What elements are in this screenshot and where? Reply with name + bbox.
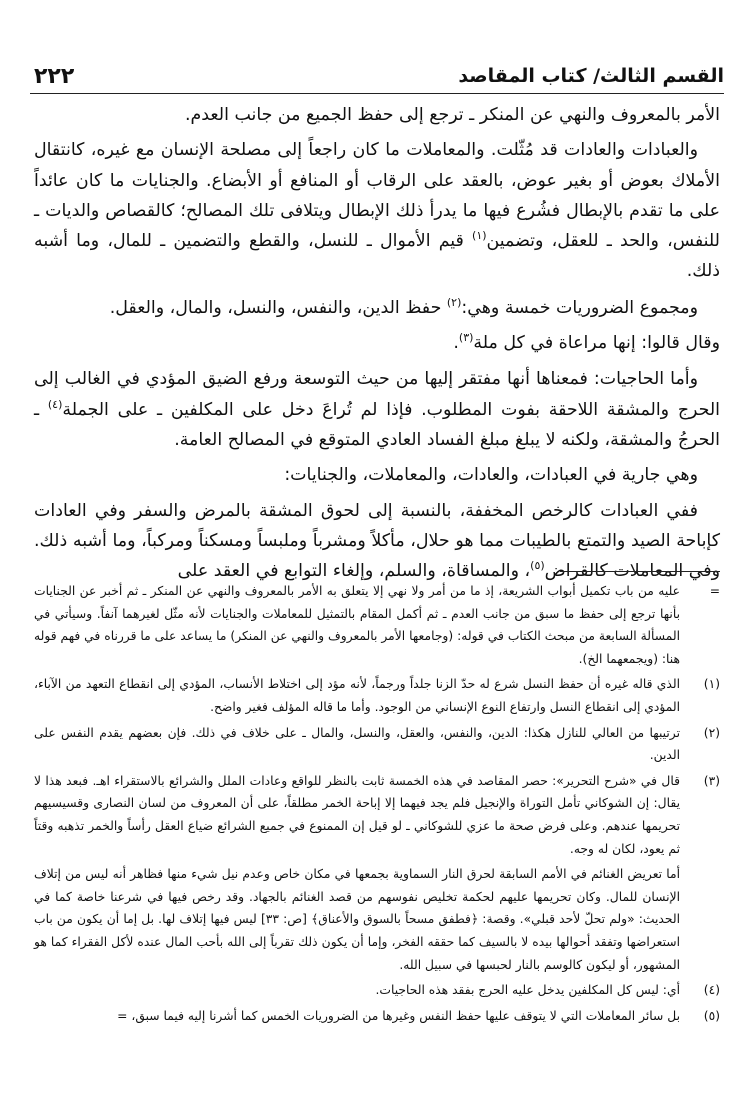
footnote-2 xyxy=(34,722,720,767)
footnote-ref-5[interactable]: (٥) xyxy=(530,559,545,573)
paragraph-5: وأما الحاجيات: فمعناها أنها مفتقر إليها من حيث التوسعة ورفع الضيق المؤدي في الغالب إلى الحرج والمشقة اللاحقة بفوت المطلوب. فإذا لم تُراعَ دخل على المكلفين ـ على الجملة$^{(٤)}$ ـ الحرجُ والمشقة، ولكنه لا يبلغ مبلغ الفساد العادي المتوقع في المصالح العامة. xyxy=(34,369,721,450)
page-number: ٢٢٢ xyxy=(34,64,75,89)
footnote-ref-2[interactable]: (٢) xyxy=(446,295,462,309)
footnote-number: (٣) xyxy=(703,773,720,788)
paragraph-7: ففي العبادات كالرخص المخففة، بالنسبة إلى لحوق المشقة بالمرض والسفر وفي العادات كإباحة الصيد والتمتع بالطيبات مما هو حلال، مأكلاً ومشرباً وملبساً ومسكناً ومركباً، وما أشبه ذلك. وفي المعاملات كالقراض$^{(٥)}$، والمساقاة، والسلم، وإلغاء التوابع في العقد على xyxy=(34,500,720,582)
footnote-ref-4[interactable]: (٤) xyxy=(47,397,63,411)
footnote-number: (٢) xyxy=(703,725,720,740)
footnote-text: أما تعريض الغنائم في الأمم السابقة لحرق النار السماوية بجمعها في مكان خاص وعدم نيل شيء منها فظاهر أنه ليس من إتلاف الإنسان للمال. وكان تحريمها عليهم لحكمة تخليص نفوسهم من قصد الغنائم بالجهاد. وقد رخص فيها في شرعنا خاصة كما في الحديث: «ولم تحلّ لأحد قبلي». وقصة: ﴿فطفق مسحاً بالسوق والأعناق﴾ [ص: ٣٣] ليس فيها إتلاف لها. بل إما أن يكون من باب استعراضها وتفقد أحوالها بيده لا بالسيف كما حققه الفخر، وإما أن يكون ذلك تقرباً إلى الله بأحب المال عنده لأكل الفقراء كما هو المشهور، أو ليكون كالوسم بالنار لحبسها في سبيل الله. xyxy=(34,867,680,972)
paragraph-2: والعبادات والعادات قد مُثّلت. والمعاملات ما كان راجعاً إلى مصلحة الإنسان مع غيره، كانتقال الأملاك بعوض أو بغير عوض، بالعقد على الرقاب أو المنافع أو الأبضاع. والجنايات ما كان عائداً على ما تقدم بالإبطال فشُرع فيها ما يدرأ ذلك الإبطال ويتلافى تلك المصالح؛ كالقصاص والديات ـ للنفس، والحد ـ للعقل، وتضمين$^{(١)}$ قيم الأموال ـ للنسل، والقطع والتضمين ـ للمال، وما أشبه ذلك. xyxy=(34,140,720,282)
footnote-number: (٥) xyxy=(703,1008,720,1023)
paragraph-6: وهي جارية في العبادات، والعادات، والمعاملات، والجنايات: xyxy=(284,465,698,486)
footnote-text: قال في «شرح التحرير»: حصر المقاصد في هذه الخمسة ثابت بالنظر للواقع وعادات الملل والشرائع بالاستقراء اهـ. فبعد هذا لا يقال: إن الشوكاني تأمل التوراة والإنجيل فلم يجد فيهما إلا إباحة الخمر مطلقاً، على أن المعروف من لسان النصارى وقسيسيهم تحريمها عندهم. وعلى فرض صحة ما عزي للشوكاني ـ لو قيل إن الممنوع في جميع الشرائع ضياع العقل رأساً والخمر تذهبه وقتاً ثم يعود، لكان له وجه. xyxy=(34,773,680,856)
footnote-number: (٤) xyxy=(703,983,720,998)
footnote-separator xyxy=(560,571,720,572)
footnote-text: بل سائر المعاملات التي لا يتوقف عليها حفظ النفس وغيرها من الضروريات الخمس كما أشرنا إليه فيما سبق، = xyxy=(117,1008,680,1023)
footnote-ref-3[interactable]: (٣) xyxy=(458,331,474,345)
footnote-text: عليه من باب تكميل أبواب الشريعة، إذ ما من أمر ولا نهي إلا يتعلق به الأمر بالمعروف والنهي عن المنكر ـ ثم أخبر عن الجنايات بأنها ترجع إلى حفظ ما سبق من جانب العدم ـ ثم أكمل المقام بالتمثيل للمعاملات والجنايات لأنه مثّل لغيرهما آنفاً. وسيأتي في المسألة السابعة من مبحث الكتاب في قوله: (وجامعها الأمر بالمعروف والنهي عن المنكر) ما يساعد على ما قررناه في فهم قوله هنا: (ويجمعهما الخ). xyxy=(34,584,680,666)
paragraph-1: الأمر بالمعروف والنهي عن المنكر ـ ترجع إلى حفظ الجميع من جانب العدم. xyxy=(184,105,720,125)
footnote-1 xyxy=(34,673,720,718)
footnote-text: الذي قاله غيره أن حفظ النسل شرع له حدّ الزنا جلداً ورجماً، لأنه مؤد إلى اختلاط الأنساب، المؤدي إلى انقطاع التعهد من الآباء، المؤدي إلى انقطاع النسل وارتفاع النوع الإنساني من الوجود. وأما ما قاله المؤلف فغير واضح. xyxy=(34,677,680,714)
footnote-ref-1[interactable]: (١) xyxy=(472,229,487,243)
footnote-continued xyxy=(34,580,720,670)
footnote-4 xyxy=(34,979,720,1002)
footnote-number: (١) xyxy=(703,677,720,692)
footnotes xyxy=(34,580,720,1030)
footnote-3-continued xyxy=(34,863,720,976)
page-header xyxy=(30,55,724,94)
running-title: القسم الثالث/ كتاب المقاصد xyxy=(458,65,724,87)
main-text xyxy=(34,100,720,591)
footnote-text: أي: ليس كل المكلفين يدخل عليه الحرج بفقد هذه الحاجيات. xyxy=(375,983,680,998)
footnote-3 xyxy=(34,770,720,860)
footnote-text: ترتيبها من العالي للنازل هكذا: الدين، والنفس، والعقل، والنسل، والمال ـ على خلاف في ذلك. فإن بعضهم يقدم النفس على الدين. xyxy=(34,725,680,763)
paragraph-3: ومجموع الضروريات خمسة وهي:$^{(٢)}$ حفظ الدين، والنفس، والنسل، والمال، والعقل. xyxy=(109,295,698,318)
footnote-5 xyxy=(34,1005,720,1028)
paragraph-4: وقال قالوا: إنها مراعاة في كل ملة$^{(٣)}$. xyxy=(453,331,720,354)
continuation-mark: = xyxy=(709,584,720,598)
